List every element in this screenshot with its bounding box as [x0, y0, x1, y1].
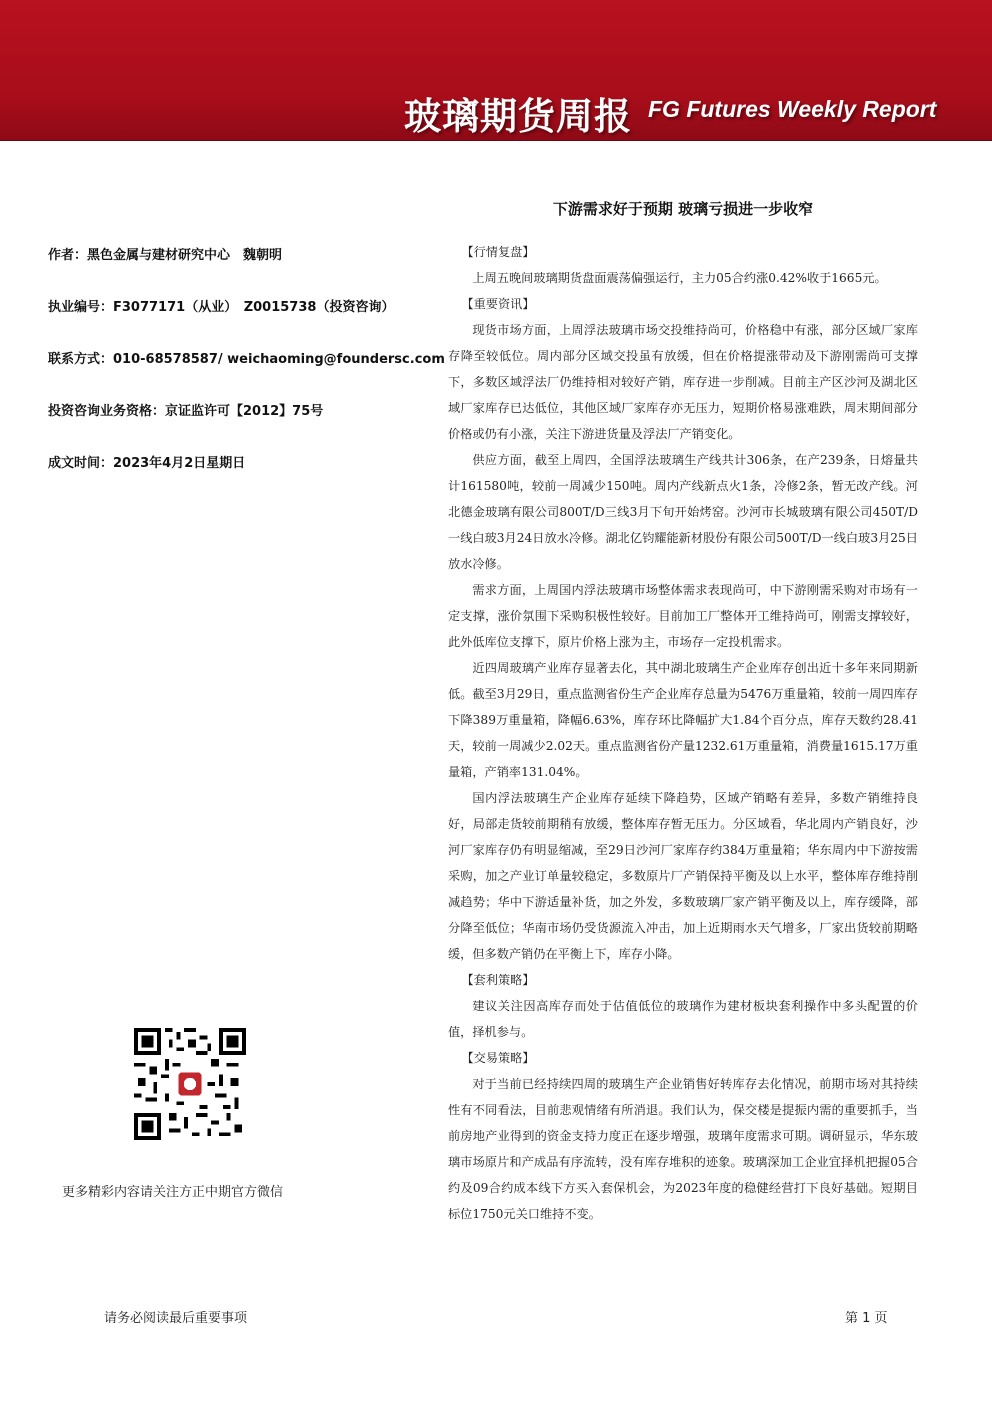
paragraph-news-supply: 供应方面，截至上周四，全国浮法玻璃生产线共计306条，在产239条，日熔量共计161580吨，较前一周减少150吨。周内产线新点火1条，冷修2条，暂无改产线。河北德金玻璃有限公司800T/D三线3月下旬开始烤窑。沙河市长城玻璃有限公司450T/D一线白玻3月24日放水冷修。湖北亿钧耀能新材股份有限公司500T/D一线白玻3月25日放水冷修。 — [448, 453, 918, 571]
section-title-trading: 【交易策略】 — [461, 1051, 535, 1065]
paragraph-arbitrage: 建议关注因高库存而处于估值低位的玻璃作为建材板块套利操作中多头配置的价值，择机参与。 — [448, 999, 918, 1039]
page-number: 第 1 页 — [845, 1311, 888, 1326]
footer-notice: 请务必阅读最后重要事项 — [104, 1311, 248, 1326]
report-title-cn: 玻璃期货周报 — [404, 95, 632, 138]
qr-caption: 更多精彩内容请关注方正中期官方微信 — [62, 1185, 284, 1200]
header-banner — [0, 0, 992, 141]
wechat-qr-code[interactable] — [134, 1028, 246, 1140]
paragraph-news-demand: 需求方面，上周国内浮法玻璃市场整体需求表现尚可，中下游刚需采购对市场有一定支撑，涨价氛围下采购积极性较好。目前加工厂整体开工维持尚可，刚需支撑较好，此外低库位支撑下，原片价格上涨为主，市场存一定投机需求。 — [448, 583, 918, 649]
article-headline: 下游需求好于预期 玻璃亏损进一步收窄 — [552, 200, 814, 218]
paragraph-news-inventory: 近四周玻璃产业库存显著去化，其中湖北玻璃生产企业库存创出近十多年来同期新低。截至3月29日，重点监测省份生产企业库存总量为5476万重量箱，较前一周四库存下降389万重量箱，降幅6.63%，库存环比降幅扩大1.84个百分点，库存天数约28.41天，较前一周减少2.02天。重点监测省份产量1232.61万重量箱，消费量1615.17万重量箱，产销率131.04%。 — [448, 661, 918, 779]
author-line: 作者：黑色金属与建材研究中心 魏朝明 — [48, 248, 283, 263]
paragraph-news-regions: 国内浮法玻璃生产企业库存延续下降趋势，区域产销略有差异，多数产销维持良好，局部走货较前期稍有放缓，整体库存暂无压力。分区域看，华北周内产销良好，沙河厂家库存仍有明显缩减，至29日沙河厂家库存约384万重量箱；华东周内中下游按需采购，加之产业订单量较稳定，多数原片厂产销保持平衡及以上水平，整体库存维持削减趋势；华中下游适量补货，加之外发，多数玻璃厂家产销平衡及以上，库存缓降，部分降至低位；华南市场仍受货源流入冲击，加上近期雨水天气增多，厂家出货较前期略缓，但多数产销仍在平衡上下，库存小降。 — [448, 791, 918, 961]
paragraph-trading: 对于当前已经持续四周的玻璃生产企业销售好转库存去化情况，前期市场对其持续性有不同看法，目前悲观情绪有所消退。我们认为，保交楼是提振内需的重要抓手，当前房地产业得到的资金支持力度正在逐步增强，玻璃年度需求可期。调研显示，华东玻璃市场原片和产成品有序流转，没有库存堆积的迹象。玻璃深加工企业宜择机把握05合约及09合约成本线下方买入套保机会，为2023年度的稳健经营打下良好基础。短期目标位1750元关口维持不变。 — [448, 1077, 918, 1221]
license-line: 执业编号：F3077171（从业） Z0015738（投资咨询） — [48, 300, 395, 315]
report-body — [448, 239, 918, 1227]
section-title-news: 【重要资讯】 — [461, 297, 535, 311]
date-line: 成文时间：2023年4月2日星期日 — [48, 456, 246, 471]
paragraph-market-review: 上周五晚间玻璃期货盘面震荡偏强运行，主力05合约涨0.42%收于1665元。 — [472, 271, 887, 285]
qualification-line: 投资咨询业务资格：京证监许可【2012】75号 — [48, 404, 324, 419]
section-title-market-review: 【行情复盘】 — [461, 245, 535, 259]
section-title-arbitrage: 【套利策略】 — [461, 973, 535, 987]
report-title-en: FG Futures Weekly Report — [648, 96, 937, 122]
paragraph-news-spot: 现货市场方面，上周浮法玻璃市场交投维持尚可，价格稳中有涨，部分区域厂家库存降至较低位。周内部分区域交投虽有放缓，但在价格提涨带动及下游刚需尚可支撑下，多数区域浮法厂仍维持相对较好产销，库存进一步削减。目前主产区沙河及湖北区域厂家库存已达低位，其他区域厂家库存亦无压力，短期价格易涨难跌，周末期间部分价格或仍有小涨，关注下游进货量及浮法厂产销变化。 — [448, 323, 918, 441]
contact-line: 联系方式：010-68578587/ weichaoming@foundersc.com — [48, 352, 445, 367]
